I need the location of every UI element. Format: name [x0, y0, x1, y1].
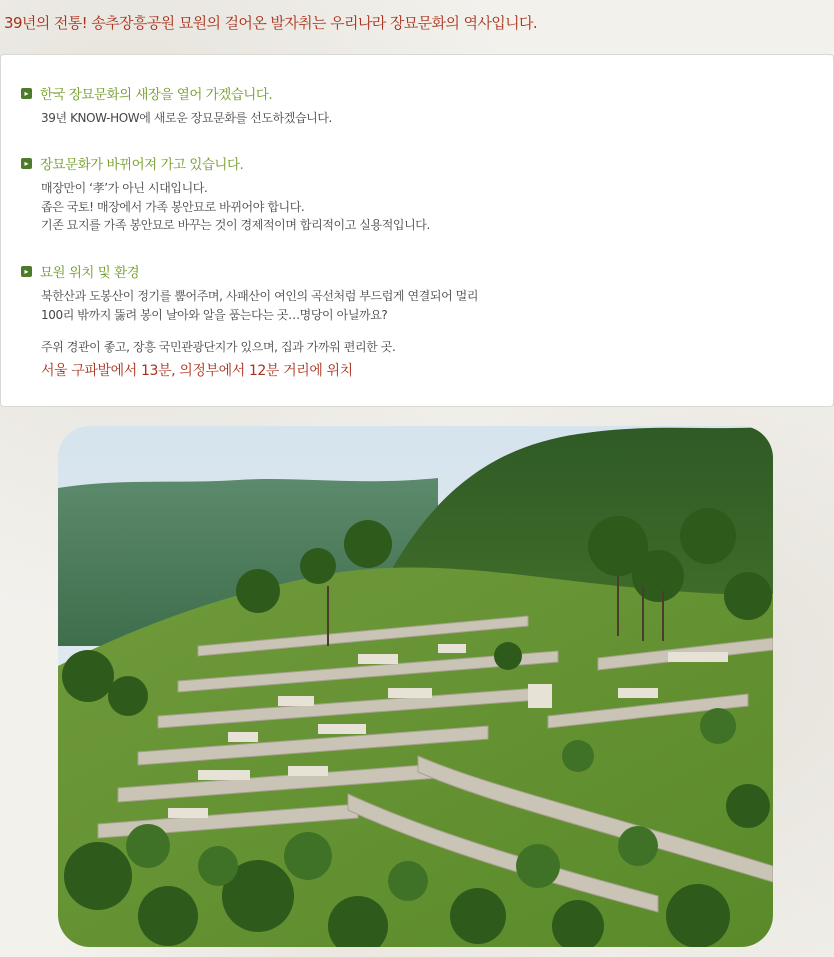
section-header: [21, 153, 430, 173]
body-line: 100리 밖까지 뚫려 봉이 날아와 알을 품는다는 곳…명당이 아닐까요?: [41, 307, 388, 322]
body-line: 39년 KNOW-HOW에 새로운 장묘문화를 선도하겠습니다.: [41, 111, 332, 125]
section-location: [21, 261, 478, 380]
section-body: [21, 287, 478, 380]
page-headline: 39년의 전통! 송추장흥공원 묘원의 걸어온 발자취는 우리나라 장묘문화의 역사입니다.: [4, 14, 538, 32]
section-title: 묘원 위치 및 환경: [40, 265, 140, 281]
info-box: [0, 54, 834, 407]
section-body: [21, 109, 332, 128]
body-line: 주위 경관이 좋고, 장흥 국민관광단지가 있으며, 집과 가까워 편리한 곳.: [41, 340, 396, 354]
location-highlight: 서울 구파발에서 13분, 의정부에서 12분 거리에 위치: [41, 362, 353, 379]
body-line: 북한산과 도봉산이 정기를 뿜어주며, 사패산이 여인의 곡선처럼 부드럽게 연결되어 멀리: [41, 289, 479, 303]
body-line: 기존 묘지를 가족 봉안묘로 바꾸는 것이 경제적이며 합리적이고 실용적입니다.: [41, 218, 430, 232]
section-title: 장묘문화가 바뀌어져 가고 있습니다.: [40, 157, 244, 173]
arrow-right-icon: ▸: [21, 158, 32, 169]
section-title: 한국 장묘문화의 새장을 열어 가겠습니다.: [40, 87, 273, 103]
arrow-right-icon: ▸: [21, 88, 32, 99]
body-line: 좁은 국토! 매장에서 가족 봉안묘로 바뀌어야 합니다.: [41, 199, 305, 214]
section-body: [21, 179, 430, 235]
cemetery-photo: [58, 426, 773, 947]
body-line: 매장만이 ‘孝’가 아닌 시대입니다.: [41, 181, 208, 195]
arrow-right-icon: ▸: [21, 266, 32, 277]
section-header: [21, 83, 332, 103]
section-header: [21, 261, 478, 281]
section-change: [21, 153, 430, 235]
section-vision: [21, 83, 332, 128]
